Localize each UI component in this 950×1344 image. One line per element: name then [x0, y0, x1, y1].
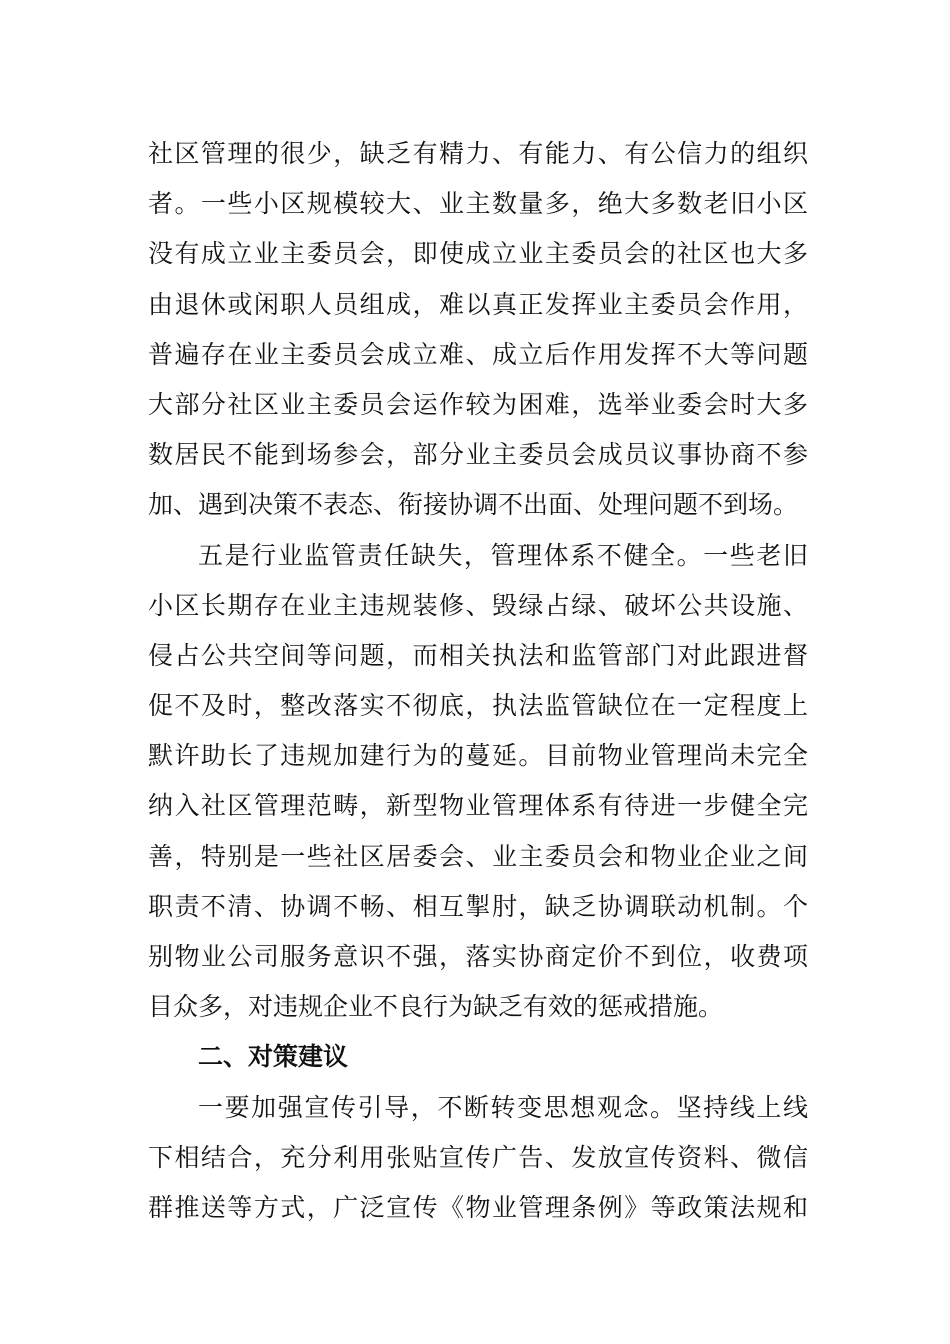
text-line: 一要加强宣传引导，不断转变思想观念。坚持线上线 — [198, 1092, 808, 1122]
text-line: 善，特别是一些社区居委会、业主委员会和物业企业之间 — [148, 841, 808, 871]
document-body — [148, 129, 808, 1233]
text-line: 别物业公司服务意识不强，落实协商定价不到位，收费项 — [148, 942, 808, 971]
text-line: 促不及时，整改落实不彻底，执法监管缺位在一定程度上 — [148, 691, 808, 721]
text-line: 普遍存在业主委员会成立难、成立后作用发挥不大等问题 — [148, 339, 808, 369]
text-line: 小区长期存在业主违规装修、毁绿占绿、破坏公共设施、 — [148, 590, 808, 620]
text-line: 没有成立业主委员会，即使成立业主委员会的社区也大多 — [148, 239, 808, 269]
text-line: 默许助长了违规加建行为的蔓延。目前物业管理尚未完全 — [148, 741, 808, 771]
text-line: 大部分社区业主委员会运作较为困难，选举业委会时大多 — [148, 389, 808, 419]
text-line: 纳入社区管理范畴，新型物业管理体系有待进一步健全完 — [148, 791, 808, 821]
text-line: 五是行业监管责任缺失，管理体系不健全。一些老旧 — [198, 540, 808, 570]
text-line: 职责不清、协调不畅、相互掣肘，缺乏协调联动机制。个 — [148, 891, 808, 921]
text-line: 数居民不能到场参会，部分业主委员会成员议事协商不参 — [148, 440, 808, 470]
text-line: 下相结合，充分利用张贴宣传广告、发放宣传资料、微信 — [148, 1142, 808, 1172]
text-line: 加、遇到决策不表态、衔接协调不出面、处理问题不到场。 — [148, 490, 799, 520]
text-line: 由退休或闲职人员组成，难以真正发挥业主委员会作用， — [148, 289, 808, 319]
text-line: 社区管理的很少，缺乏有精力、有能力、有公信力的组织 — [148, 139, 808, 168]
text-line: 侵占公共空间等问题，而相关执法和监管部门对此跟进督 — [148, 640, 808, 670]
text-line: 者。一些小区规模较大、业主数量多，绝大多数老旧小区 — [148, 189, 808, 219]
section-heading: 二、对策建议 — [198, 1042, 349, 1072]
text-line: 目众多，对违规企业不良行为缺乏有效的惩戒措施。 — [148, 992, 724, 1022]
text-line: 群推送等方式，广泛宣传《物业管理条例》等政策法规和 — [148, 1192, 808, 1222]
